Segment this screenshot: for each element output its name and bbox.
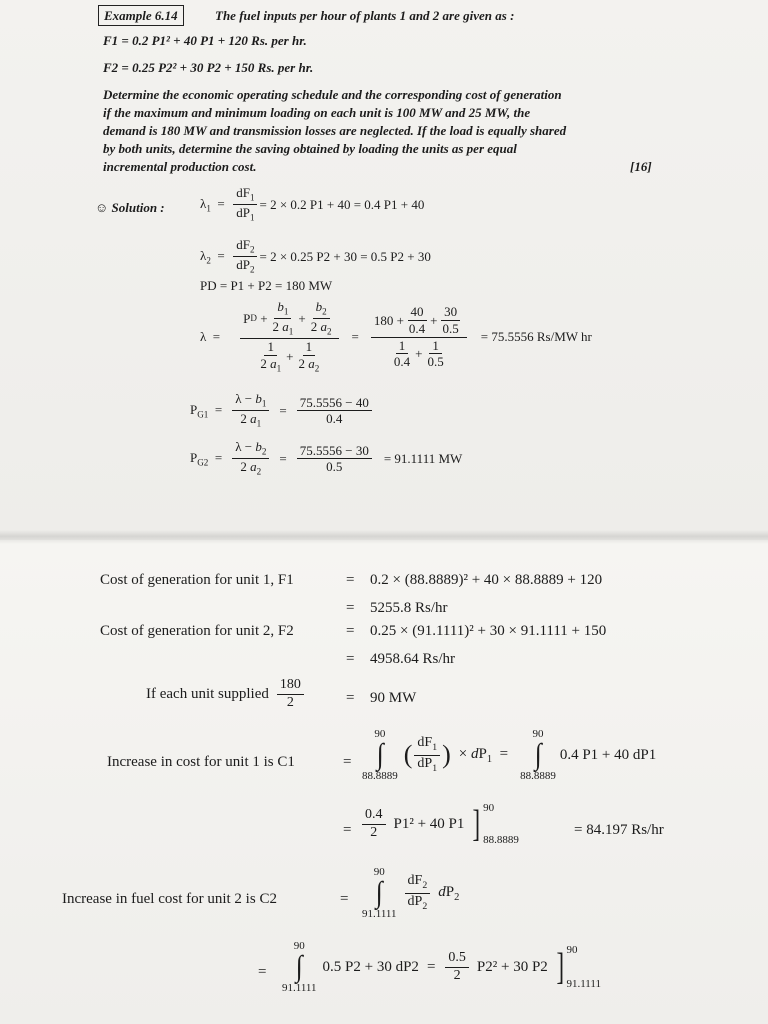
pg1-equation: $P_{G1}$ = $\frac{\lambda - b_1}{2 a_1}$ = $\frac{75.5556 - 40}{0.4}$ [190, 392, 374, 429]
unit2-cost-value: 4958.64 Rs/hr [370, 651, 456, 667]
equals-sign: = [346, 600, 355, 616]
eval-upper-limit: 90 [566, 944, 578, 956]
page-fold-shadow [0, 530, 768, 544]
frac-numerator: 40 [408, 305, 427, 321]
equal-share-label: If each unit supplied [146, 685, 269, 702]
equals-sign: = [346, 623, 355, 639]
equal-share-line [146, 678, 306, 710]
integral-lower-limit: 91.1111 [282, 982, 317, 994]
unit2-cost-label: Cost of generation for unit 2, F2 [100, 623, 294, 639]
integral-upper-limit: 90 [374, 728, 386, 740]
equals-sign: = [346, 690, 355, 706]
equals-sign: = [343, 754, 352, 770]
problem-statement-line: incremental production cost. [103, 159, 257, 174]
fuel-equation-plant-2: F2 = 0.25 P2² + 30 P2 + 150 Rs. per hr. [103, 60, 314, 75]
pg2-denominator: 0.5 [326, 459, 343, 475]
frac-denominator: 0.4 [408, 320, 426, 336]
equals-sign: = [340, 891, 349, 907]
equals-sign: = [343, 822, 352, 838]
equals-sign: = [258, 964, 267, 980]
problem-intro: The fuel inputs per hour of plants 1 and 2 are given as : [215, 8, 515, 23]
frac-denominator: 2 [370, 824, 378, 840]
lambda-formula: λ = P D + $\frac{b_1}{2 a_1}$ + $\frac{b_2}{2 a_2}$ $\frac{1}{2 a_1}$ + $\frac{1}{2 a_2}$ = 180 + $\frac{40}{0.4}$ + $\frac{30}{0.5}$ $\frac{1}{0.4}$ + $\frac{1}{0.5}$ = 75.5556 Rs/MW hr [200, 299, 592, 374]
pg2-equation: $P_{G2}$ = $\frac{\lambda - b_2}{2 a_2}$ = $\frac{75.5556 - 30}{0.5}$ = 91.1111 MW [190, 439, 463, 477]
frac-denominator: 0.5 [442, 320, 459, 336]
eval-lower-limit: 91.1111 [566, 978, 601, 990]
integral-upper-limit: 90 [373, 866, 385, 878]
unit1-cost-expression: 0.2 × (88.8889)² + 40 × 88.8889 + 120 [370, 572, 603, 588]
frac-numerator: 180 [277, 678, 304, 695]
lambda1-rhs: = 2 × 0.2 P1 + 40 = 0.4 P1 + 40 [259, 196, 425, 212]
c2-evaluation: 90 ∫ 91.1111 0.5 P2 + 30 dP2 = $\frac{0.5}{2}$ P2² + 30 P2 ] 90 91.1111 [282, 940, 601, 994]
frac-numerator: 0.5 [445, 951, 469, 968]
frac-denominator: 0.5 [427, 354, 444, 370]
eval-lower-limit: 88.8889 [483, 834, 519, 846]
integral-lower-limit: 88.8889 [520, 770, 556, 782]
c1-integral: 90 ∫ 88.8889 ( $\frac{dF_1}{dP_1}$ ) × $dP_1$ = 90 ∫ 88.8889 0.4 P1 + 40 dP1 [362, 728, 657, 782]
solution-label: ☺ Solution : [95, 200, 165, 215]
frac-denominator: 2 [453, 967, 461, 983]
unit1-cost-value: 5255.8 Rs/hr [370, 600, 448, 616]
frac-denominator: 2 [286, 694, 294, 710]
c2-integral: 90 ∫ 91.1111 $\frac{dF_2}{dP_2}$ $dP_2$ [362, 866, 460, 920]
c2-eval-tail: P2² + 30 P2 [476, 958, 548, 975]
lambda-result: = 75.5556 Rs/MW hr [480, 329, 592, 345]
integral-lower-limit: 88.8889 [362, 770, 398, 782]
problem-statement-line: Determine the economic operating schedule and the corresponding cost of generation [103, 87, 562, 102]
integral-lower-limit: 91.1111 [362, 908, 397, 920]
unit2-cost-expression: 0.25 × (91.1111)² + 30 × 91.1111 + 150 [370, 623, 607, 639]
integral-upper-limit: 90 [532, 728, 544, 740]
marks-label: [16] [630, 159, 652, 174]
demand-equation: PD = P1 + P2 = 180 MW [200, 278, 333, 293]
pg2-numerator: 75.5556 − 30 [297, 444, 372, 460]
pg2-result: = 91.1111 MW [383, 450, 463, 466]
c2-label: Increase in fuel cost for unit 2 is C2 [62, 891, 277, 907]
frac-numerator: 1 [396, 339, 409, 355]
lambda-numerator-base: 180 + [373, 312, 404, 328]
eval-upper-limit: 90 [483, 802, 495, 814]
c1-result: = 84.197 Rs/hr [574, 822, 664, 838]
c1-label: Increase in cost for unit 1 is C1 [107, 754, 295, 770]
pg1-denominator: 0.4 [326, 411, 343, 427]
frac-denominator: 0.4 [393, 354, 411, 370]
equals-sign: = [346, 572, 355, 588]
integral-upper-limit: 90 [293, 940, 305, 952]
equals-sign: = [346, 651, 355, 667]
unit1-cost-label: Cost of generation for unit 1, F1 [100, 572, 294, 588]
c1-evaluation: $\frac{0.4}{2}$ P1² + 40 P1 ] 90 88.8889 [360, 802, 519, 846]
problem-statement-line: demand is 180 MW and transmission losses are neglected. If the load is equally shared [103, 123, 567, 138]
frac-numerator: 1 [429, 339, 442, 355]
c1-eval-tail: P1² + 40 P1 [393, 815, 465, 832]
lambda2-equation: $\lambda_2$ = $\frac{dF_2}{dP_2}$ = 2 × 0.25 P2 + 30 = 0.5 P2 + 30 [200, 237, 431, 275]
problem-statement-line: if the maximum and minimum loading on each unit is 100 MW and 25 MW, the [103, 105, 531, 120]
c1-integrand: 0.4 P1 + 40 dP1 [559, 746, 657, 763]
lambda2-rhs: = 2 × 0.25 P2 + 30 = 0.5 P2 + 30 [259, 248, 431, 264]
lambda1-equation: $\lambda_1$ = $\frac{dF_1}{dP_1}$ = 2 × 0.2 P1 + 40 = 0.4 P1 + 40 [200, 185, 425, 223]
c2-integrand: 0.5 P2 + 30 dP2 [322, 958, 419, 975]
problem-statement-line: by both units, determine the saving obtained by loading the units as per equal [103, 141, 517, 156]
frac-numerator: 0.4 [362, 808, 386, 825]
pg1-numerator: 75.5556 − 40 [297, 396, 372, 412]
fuel-equation-plant-1: F1 = 0.2 P1² + 40 P1 + 120 Rs. per hr. [103, 33, 307, 48]
equal-share-value: 90 MW [370, 690, 417, 706]
frac-numerator: 30 [441, 305, 460, 321]
example-label: Example 6.14 [98, 5, 184, 26]
